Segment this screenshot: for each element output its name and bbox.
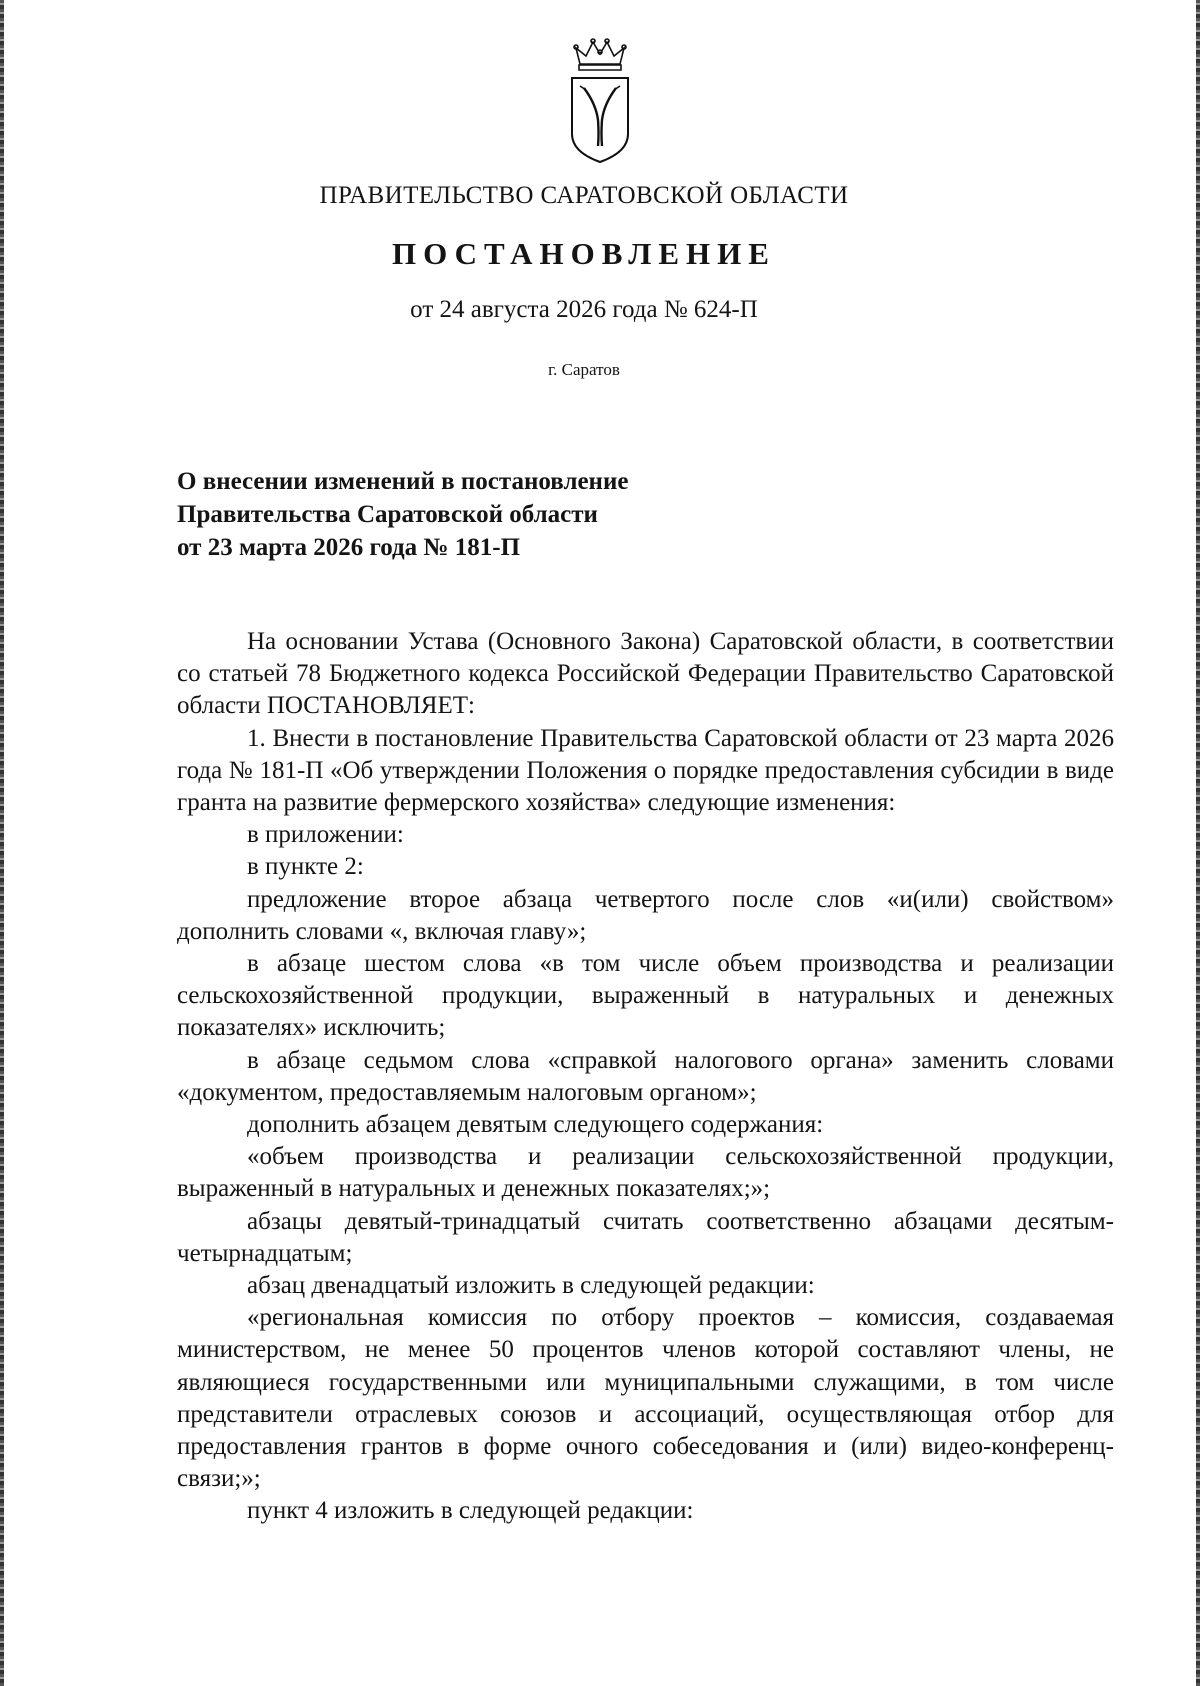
- subject-line: от 23 марта 2026 года № 181-П: [177, 534, 521, 561]
- body-paragraph: «региональная комиссия по отбору проектов – комиссия, создаваемая министерством, не менее 50 процентов членов которой составляют члены, не являющиеся государственными или муниципальными служащими, в том числе представители отраслевых союзов и ассоциаций, осуществляющая отбор для предоставления грантов в форме очного собеседования и (или) видео-конференц-связи;»;: [177, 1304, 1114, 1493]
- document-city: г. Саратов: [548, 360, 620, 379]
- body-paragraph: в абзаце седьмом слова «справкой налогового органа» заменить словами «документом, предоставляемым налоговым органом»;: [177, 1046, 1114, 1106]
- document-date-number: от 24 августа 2026 года № 624-П: [410, 296, 758, 323]
- document-type: ПОСТАНОВЛЕНИЕ: [392, 236, 776, 271]
- body-paragraph: абзацы девятый-тринадцатый считать соответственно абзацами десятым-четырнадцатым;: [177, 1207, 1114, 1267]
- subject-line: Правительства Саратовской области: [177, 501, 598, 528]
- body-paragraph: 1. Внести в постановление Правительства Саратовской области от 23 марта 2026 года № 181-П «Об утверждении Положения о порядке предоставления субсидии в виде гранта на развитие фермерского хозяйства» следующие изменения:: [177, 724, 1114, 817]
- body-paragraph: в пункте 2:: [247, 853, 364, 881]
- subject-line: О внесении изменений в постановление: [177, 468, 629, 495]
- body-paragraph: абзац двенадцатый изложить в следующей редакции:: [247, 1272, 815, 1300]
- body-paragraph: дополнить абзацем девятым следующего содержания:: [247, 1111, 824, 1139]
- document-body: [177, 626, 1114, 1528]
- body-paragraph: в абзаце шестом слова «в том числе объем производства и реализации сельскохозяйственной продукции, выраженный в натуральных и денежных показателях» исключить;: [177, 950, 1114, 1042]
- body-paragraph: «объем производства и реализации сельскохозяйственной продукции, выраженный в натуральных и денежных показателях;»;: [177, 1143, 1114, 1203]
- body-paragraph: На основании Устава (Основного Закона) Саратовской области, в соответствии со статьей 78 Бюджетного кодекса Российской Федерации Правительство Саратовской области ПОСТАНОВЛЯЕТ:: [177, 628, 1114, 720]
- document-subject: [177, 465, 797, 564]
- saratov-coat-of-arms-icon: [566, 34, 634, 166]
- government-title: ПРАВИТЕЛЬСТВО САРАТОВСКОЙ ОБЛАСТИ: [319, 182, 849, 209]
- body-paragraph: предложение второе абзаца четвертого после слов «и(или) свойством» дополнить словами «, включая главу»;: [177, 885, 1114, 945]
- scan-edge-right: [1196, 0, 1200, 1686]
- body-paragraph: в приложении:: [247, 821, 404, 849]
- body-paragraph: пункт 4 изложить в следующей редакции:: [247, 1497, 694, 1525]
